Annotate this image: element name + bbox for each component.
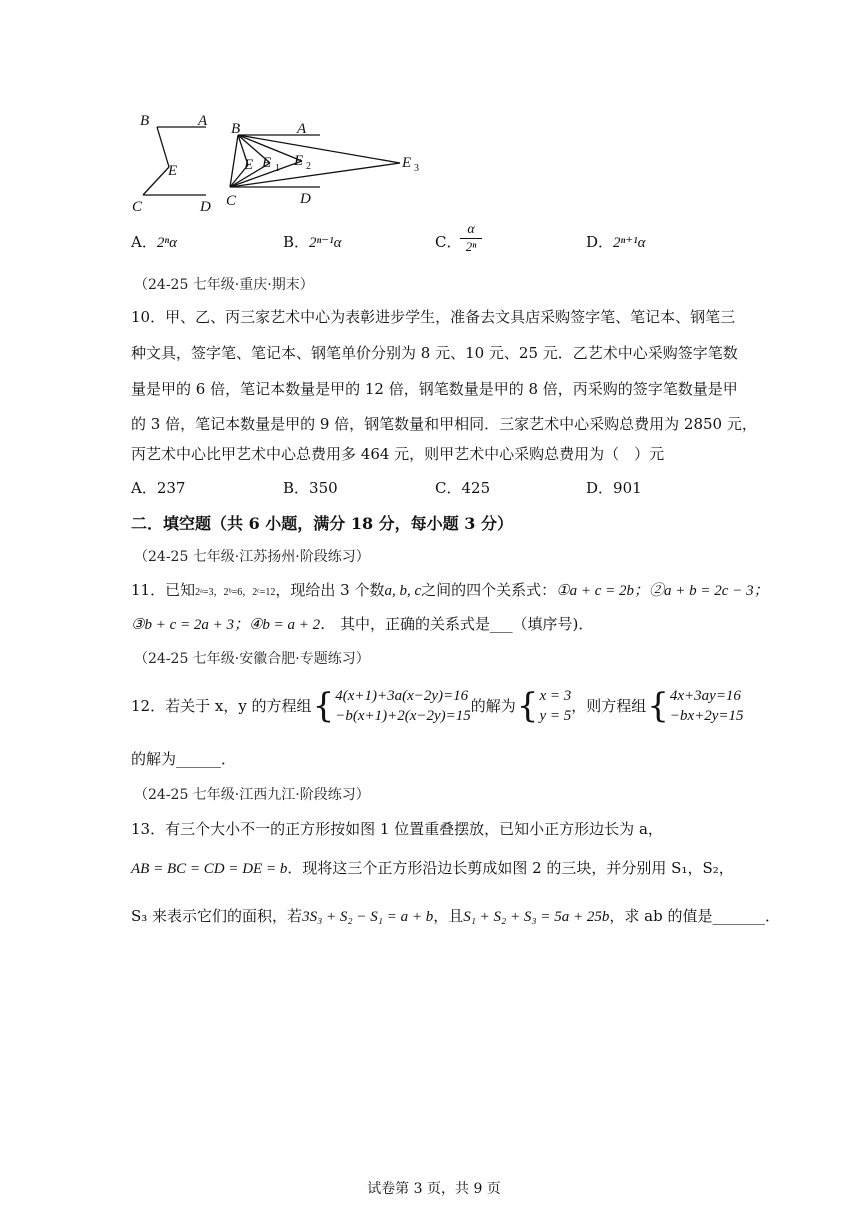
q10-line-4: 的 3 倍，笔记本数量是甲的 9 倍，钢笔数量和甲相同．三家艺术中心采购总费用为 2850 元， <box>131 415 757 433</box>
label-D2: D <box>300 191 311 207</box>
q10-option-c: C．425 <box>435 479 491 497</box>
q9-option-a: A．2ⁿα <box>131 233 177 251</box>
label-E: E <box>244 157 254 173</box>
subscript-1: 1 <box>275 163 280 174</box>
q10-line-5: 丙艺术中心比甲艺术中心总费用多 464 元，则甲艺术中心采购总费用为（ ）元 <box>131 445 665 463</box>
label-B2: B <box>231 121 241 137</box>
q10-option-a: A．237 <box>131 479 186 497</box>
label-E3: E <box>402 155 412 171</box>
q12-system-2: 4x+3ay=16 −bx+2y=15 <box>669 688 744 724</box>
q9-option-b: B．2ⁿ⁻¹α <box>283 233 342 251</box>
q11-source: （24-25 七年级·江苏扬州·阶段练习） <box>134 549 370 565</box>
q13-source: （24-25 七年级·江西九江·阶段练习） <box>134 787 370 803</box>
figure-left-labels <box>132 113 211 215</box>
q10-option-b: B．350 <box>283 479 338 497</box>
q12-line: 12．若关于 x，y 的方程组 { 4(x+1)+3a(x−2y)=16 −b(x+1)+2(x−2y)=15 的解为 { x = 3 y = 5 ，则方程组 { 4x+3ay=16 −bx+2y=15 <box>131 686 744 726</box>
q12-tail: 的解为______． <box>131 750 237 768</box>
q9-option-c: C． <box>435 233 462 251</box>
section-heading: 二．填空题（共 6 小题，满分 18 分，每小题 3 分） <box>131 514 513 533</box>
q9-option-c-fraction: α 2ⁿ <box>460 222 482 255</box>
label-C: C <box>132 199 143 215</box>
subscript-3: 3 <box>414 163 419 174</box>
brace-icon: { <box>516 686 539 726</box>
figure-right <box>230 135 400 187</box>
q10-option-d: D．901 <box>586 479 642 497</box>
figure-left <box>143 127 206 195</box>
q10-line-1: 10．甲、乙、丙三家艺术中心为表彰进步学生，准备去文具店采购签字笔、笔记本、钢笔三 <box>131 308 736 326</box>
subscript-2: 2 <box>306 161 311 172</box>
label-B: B <box>140 113 150 129</box>
brace-icon: { <box>312 686 335 726</box>
q12-system-1: 4(x+1)+3a(x−2y)=16 −b(x+1)+2(x−2y)=15 <box>335 688 471 724</box>
label-A2: A <box>297 121 307 137</box>
q10-line-3: 量是甲的 6 倍，笔记本数量是甲的 12 倍，钢笔数量是甲的 8 倍，丙采购的签字笔数量是甲 <box>131 380 738 398</box>
q12-source: （24-25 七年级·安徽合肥·专题练习） <box>134 651 370 667</box>
label-E2: E <box>294 153 304 169</box>
brace-icon: { <box>647 686 669 726</box>
label-D: D <box>200 199 211 215</box>
label-E1: E <box>262 155 272 171</box>
q13-line-1: 13．有三个大小不一的正方形按如图 1 位置重叠摆放，已知小正方形边长为 a， <box>131 820 663 838</box>
label-C2: C <box>226 193 237 209</box>
q10-line-2: 种文具，签字笔、笔记本、钢笔单价分别为 8 元、10 元、25 元．乙艺术中心采购签字笔数 <box>131 344 738 362</box>
q12-solution: x = 3 y = 5 <box>539 688 572 724</box>
page-footer: 试卷第 3 页，共 9 页 <box>367 1181 501 1197</box>
label-E: E <box>168 163 178 179</box>
geometry-figure <box>120 105 440 215</box>
q11-line-2: ③b + c = 2a + 3；④b = a + 2． 其中，正确的关系式是___（填序号)． <box>131 615 594 633</box>
q10-source: （24-25 七年级·重庆·期末） <box>134 277 314 293</box>
label-A: A <box>198 113 208 129</box>
q11-line-1: 11．已知2ᵃ=3，2ᵇ=6，2ᶜ=12，现给出 3 个数a, b, c之间的四个关系式：①a + c = 2b；②a + b = 2c − 3； <box>131 581 769 599</box>
q13-line-2: AB = BC = CD = DE = b．现将这三个正方形沿边长剪成如图 2 的三块，并分别用 S₁，S₂， <box>131 859 734 877</box>
q9-option-d: D．2ⁿ⁺¹α <box>586 233 646 251</box>
q13-line-3: S₃ 来表示它们的面积，若3S₃ + S₂ − S₁ = a + b，且S₁ + S₂ + S₃ = 5a + 25b，求 ab 的值是_______． <box>131 907 780 925</box>
